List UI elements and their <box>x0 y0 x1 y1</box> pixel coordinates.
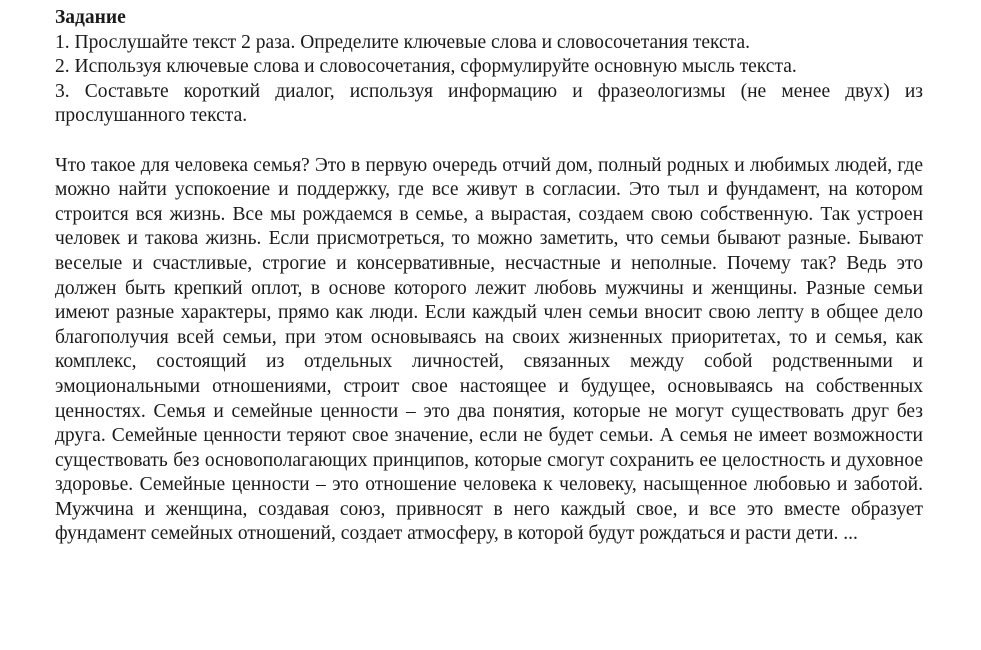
task-list <box>55 31 923 129</box>
task-item-2: 2. Используя ключевые слова и словосочетания, сформулируйте основную мысль текста. <box>55 56 797 78</box>
task-item-1: 1. Прослушайте текст 2 раза. Определите ключевые слова и словосочетания текста. <box>55 31 750 53</box>
document-page <box>55 6 923 547</box>
passage-text: Что такое для человека семья? Это в первую очередь отчий дом, полный родных и любимых людей, где можно найти успокоение и поддержку, где все живут в согласии. Это тыл и фундамент, на котором строится вся жизнь. Все мы рождаемся в семье, а вырастая, создаем свою собственную. Так устроен человек и такова жизнь. Если присмотреться, то можно заметить, что семьи бывают разные. Бывают веселые и счастливые, строгие и консервативные, несчастные и неполные. Почему так? Ведь это должен быть крепкий оплот, в основе которого лежит любовь мужчины и женщины. Разные семьи имеют разные характеры, прямо как люди. Если каждый член семьи вносит свою лепту в общее дело благополучия всей семьи, при этом основываясь на своих жизненных приоритетах, то и семья, как комплекс, состоящий из отдельных личностей, связанных между собой родственными и эмоциональными отношениями, строит свое настоящее и будущее, основываясь на собственных ценностях. Семья и семейные ценности – это два понятия, которые не могут существовать друг без друга. Семейные ценности теряют свое значение, если не будет семьи. А семья не имеет возможности существовать без основополагающих принципов, которые смогут сохранить ее целостность и духовное здоровье. Семейные ценности – это отношение человека к человеку, насыщенное любовью и заботой. Мужчина и женщина, создавая союз, привносят в него каждый свое, и все это вместе образует фундамент семейных отношений, создает атмосферу, в которой будут рождаться и расти дети. ... <box>55 154 923 545</box>
task-item-3: 3. Составьте короткий диалог, используя информацию и фразеологизмы (не менее двух) из прослушанного текста. <box>55 80 923 127</box>
assignment-heading: Задание <box>55 7 126 28</box>
